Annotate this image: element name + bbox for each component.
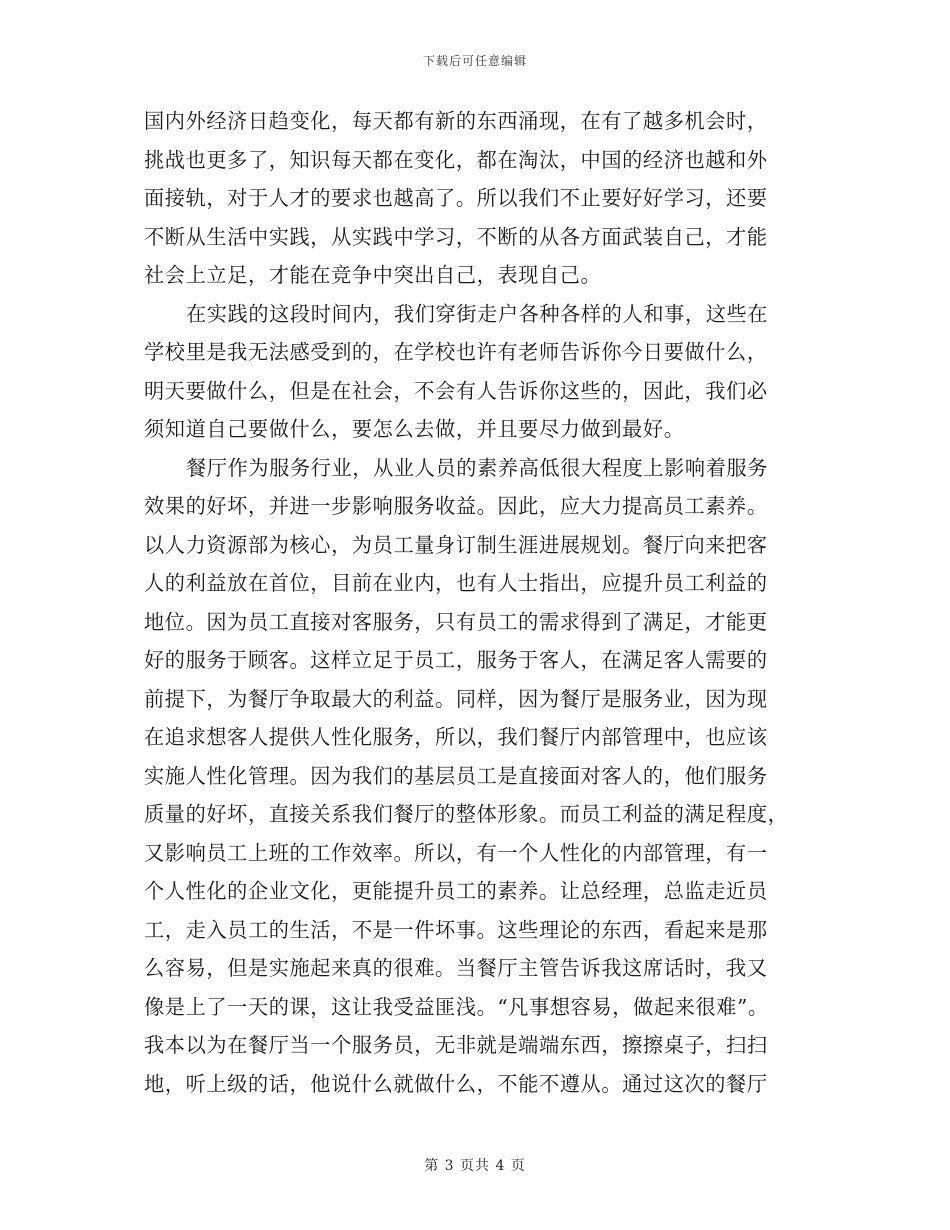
paragraph-1-line-1: 国内外经济日趋变化，每天都有新的东西涌现，在有了越多机会时， (144, 109, 768, 133)
paragraph-3-line-10: 质量的好坏，直接关系我们餐厅的整体形象。而员工利益的满足程度， (144, 802, 789, 826)
paragraph-3-line-8: 在追求想客人提供人性化服务，所以，我们餐厅内部管理中，也应该 (144, 725, 768, 749)
paragraph-1-line-3: 面接轨，对于人才的要求也越高了。所以我们不止要好好学习，还要 (144, 186, 768, 210)
paragraph-1-line-2: 挑战也更多了，知识每天都在变化，都在淘汰，中国的经济也越和外 (144, 147, 768, 172)
paragraph-1-line-5: 社会上立足，才能在竞争中突出自己，表现自己。 (144, 263, 602, 287)
paragraph-3-line-4: 人的利益放在首位，目前在业内，也有人士指出，应提升员工利益的 (144, 571, 768, 595)
paragraph-3-line-5: 地位。因为员工直接对客服务，只有员工的需求得到了满足，才能更 (144, 609, 768, 634)
paragraph-3-line-17: 地，听上级的话，他说什么就做什么，不能不遵从。通过这次的餐厅 (144, 1071, 768, 1096)
paragraph-3-line-14: 么容易，但是实施起来真的很难。当餐厅主管告诉我这席话时，我又 (144, 956, 768, 980)
paragraph-3-line-1: 餐厅作为服务行业，从业人员的素养高低很大程度上影响着服务 (186, 455, 769, 480)
page-header-note: 下载后可任意编辑 (422, 54, 527, 68)
paragraph-3-line-15: 像是上了一天的课，这让我受益匪浅。“凡事想容易，做起来很难”。 (144, 994, 769, 1019)
paragraph-3-line-13: 工，走入员工的生活，不是一件坏事。这些理论的东西，看起来是那 (144, 917, 768, 942)
paragraph-2-line-3: 明天要做什么，但是在社会，不会有人告诉你这些的，因此，我们必 (144, 378, 768, 403)
paragraph-1-line-4: 不断从生活中实践，从实践中学习，不断的从各方面武装自己，才能 (144, 224, 768, 249)
paragraph-3-line-9: 实施人性化管理。因为我们的基层员工是直接面对客人的，他们服务 (144, 763, 768, 788)
document-body (144, 102, 806, 1103)
paragraph-3-line-6: 好的服务于顾客。这样立足于员工，服务于客人，在满足客人需要的 (144, 648, 768, 672)
paragraph-3-line-3: 以人力资源部为核心，为员工量身订制生涯进展规划。餐厅向来把客 (144, 532, 768, 557)
paragraph-3-line-2: 效果的好坏，并进一步影响服务收益。因此，应大力提高员工素养。 (144, 494, 768, 518)
paragraph-3-line-7: 前提下，为餐厅争取最大的利益。同样，因为餐厅是服务业，因为现 (144, 686, 768, 711)
paragraph-2-line-1: 在实践的这段时间内，我们穿街走户各种各样的人和事，这些在 (186, 301, 769, 326)
paragraph-2-line-2: 学校里是我无法感受到的，在学校也许有老师告诉你今日要做什么， (144, 340, 768, 364)
paragraph-3-line-12: 个人性化的企业文化，更能提升员工的素养。让总经理，总监走近员 (144, 879, 768, 903)
paragraph-2-line-4: 须知道自己要做什么，要怎么去做，并且要尽力做到最好。 (144, 417, 685, 441)
page-number: 第 3 页共 4 页 (424, 1158, 526, 1174)
paragraph-3-line-16: 我本以为在餐厅当一个服务员，无非就是端端东西，擦擦桌子，扫扫 (144, 1033, 768, 1057)
paragraph-3-line-11: 又影响员工上班的工作效率。所以，有一个人性化的内部管理，有一 (144, 840, 768, 865)
